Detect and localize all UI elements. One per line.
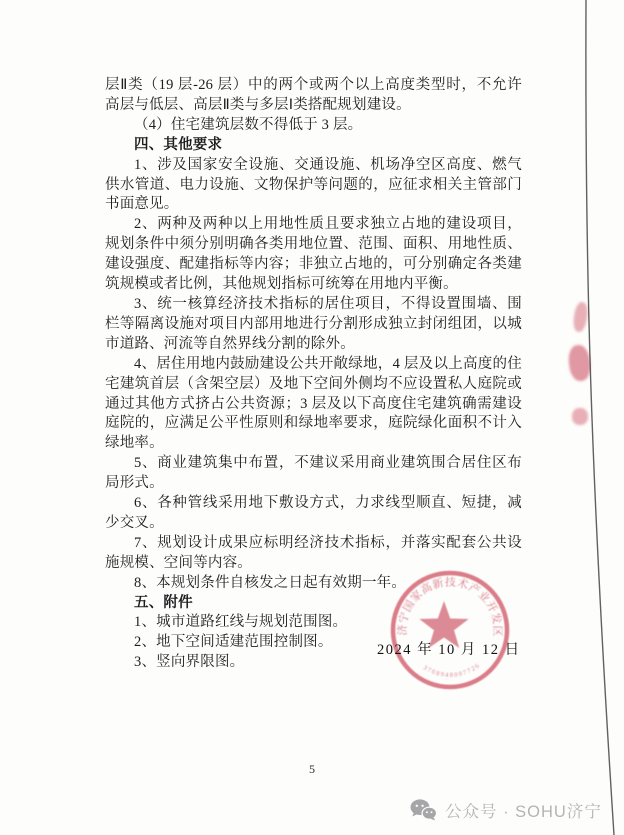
document-paragraph: 3、统一核算经济技术指标的居住项目，不得设置围墙、围栏等隔离设施对项目内部用地进行分割形成独立封闭组团，以城市道路、河流等自然界线分割的除外。 [105, 295, 522, 352]
document-paragraph: 层Ⅱ类（19 层-26 层）中的两个或两个以上高度类型时，不允许高层与低层、高层Ⅱ类与多层Ⅰ类搭配规划建设。 [105, 77, 522, 113]
document-paragraph: 1、涉及国家安全设施、交通设施、机场净空区高度、燃气供水管道、电力设施、文物保护等问题的，应征求相关主管部门书面意见。 [105, 156, 522, 213]
document-paragraph: 7、规划设计成果应标明经济技术指标，并落实配套公共设施规模、空间等内容。 [105, 534, 522, 571]
document-paragraph: 5、商业建筑集中布置，不建议采用商业建筑围合居住区布局形式。 [105, 455, 522, 492]
issue-date: 2024 年 10 月 12 日 [377, 642, 521, 658]
document-paragraph: 3、竖向界限图。 [134, 654, 245, 671]
document-paragraph: 2、地下空间适建范围控制图。 [134, 634, 333, 651]
page-number: 5 [309, 762, 315, 776]
watermark-text: 公众号 · SOHU济宁 [445, 803, 602, 821]
seal-smudge [572, 301, 589, 333]
wechat-icon [410, 799, 437, 821]
document-paragraph: （4）住宅建筑层数不得低于 3 层。 [134, 116, 363, 133]
document-paragraph: 8、本规划条件自核发之日起有效期一年。 [134, 574, 407, 591]
footer-watermark [410, 796, 602, 824]
official-seal [385, 565, 515, 695]
document-paragraph: 2、两种及两种以上用地性质且要求独立占地的建设项目，规划条件中须分别明确各类用地位置、范围、面积、用地性质、建设强度、配建指标等内容；非独立占地的，可分别确定各类建筑规模或者比例，其他规划指标可统筹在用地内平衡。 [105, 216, 522, 293]
seal-smudge [567, 344, 592, 382]
seal-rim-text: 济宁国家高新技术产业开发区 [396, 576, 504, 638]
document-paragraph: 6、各种管线采用地下敷设方式，力求线型顺直、短捷，减少交叉。 [105, 495, 522, 531]
section-heading: 五、附件 [134, 594, 193, 611]
seal-smudge [572, 408, 588, 425]
seal-code: 3708948007726 [421, 661, 482, 680]
document-paragraph: 1、城市道路红线与规划范围图。 [134, 614, 348, 631]
document-paragraph: 4、居住用地内鼓励建设公共开敞绿地，4 层及以上高度的住宅建筑首层（含架空层）及地下空间外侧均不应设置私人庭院或通过其他方式挤占公共资源；3 层及以下高度住宅建筑确需建设庭院的，应满足公平性原则和绿地率要求，庭院绿化面积不计入绿地率。 [105, 355, 522, 452]
section-heading: 四、其他要求 [134, 136, 223, 153]
